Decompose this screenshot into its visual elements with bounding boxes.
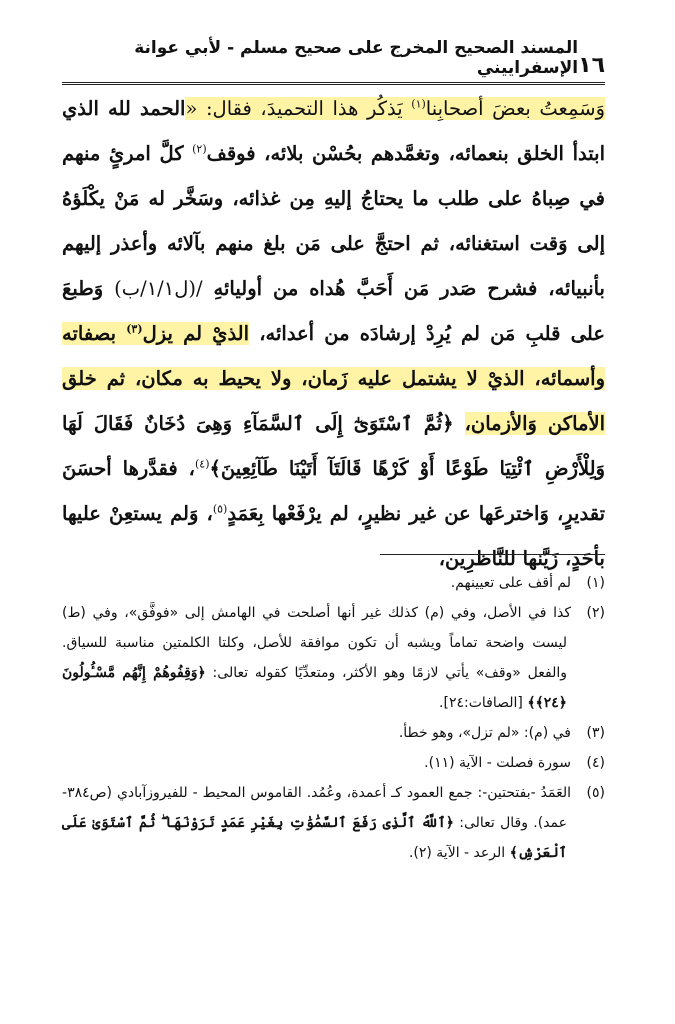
footnote-ref[interactable]: (١) xyxy=(411,97,426,111)
footnote-number: (٢) xyxy=(586,605,605,621)
running-title: المسند الصحيح المخرج على صحيح مسلم - لأبي عوانة الإسفراييني xyxy=(134,38,579,78)
footnote-text: في (م): «لم تزل»، وهو خطأ. xyxy=(398,725,571,741)
main-text xyxy=(62,86,605,581)
footnote-number: (٣) xyxy=(586,725,605,741)
manuscript-marker: /(ل١/١/ب) xyxy=(114,277,203,300)
text-segment: يَذكُر هذا التحميدَ، فقال: « xyxy=(185,97,412,120)
text-segment: الذيْ لم يزل xyxy=(142,322,250,345)
page-number: ١٦ xyxy=(578,53,605,78)
text-segment: كلَّ امرئٍ منهم في صِباهُ على طلب ما يحتاجُ إليهِ مِن غذائه، وسَخَّر له مَنْ يكْلَؤهُ إلى وَقت استغنائه، ثم احتجَّ على مَن بلغ منهم بآلائه وأعذر إليهم بأنبيائه، فشرح صَدر مَن أَحَبَّ هُداه من أوليائهِ xyxy=(62,142,605,300)
page-header xyxy=(62,38,605,85)
footnote xyxy=(62,718,605,748)
text-segment: الحمد لله الذي ابتدأ الخلق بنعمائه، وتغمَّدهم بحُسْن بلائه، فوقف xyxy=(62,97,605,165)
footnote-separator xyxy=(380,554,605,555)
footnote-ref[interactable]: (٥) xyxy=(212,502,228,516)
footnote xyxy=(62,568,605,598)
highlight-1 xyxy=(185,97,605,120)
footnote-number: (١) xyxy=(586,575,605,591)
text-segment: ، وَلم يستعِنْ عليها بأحَدٍ، زَيَّنها للنَّاظرِين، xyxy=(62,502,605,570)
footnote-number: (٥) xyxy=(586,785,605,801)
footnote-text: كذا في الأصل، وفي (م) كذلك غير أنها أصلحت في الهامش إلى «فوفَّق»، وفي (ط) ليست واضحة تماماً ويشبه أن تكون موافقة للأصل، وكلتا الكلمتين مناسبة للسياق. والفعل «وقف» يأتي لازمًا وهو الأكثر، ومتعدِّيًا كقوله تعالى: xyxy=(62,605,571,681)
footnote-text: الرعد - الآية (٢). xyxy=(408,845,510,861)
footnote-quote: ﴿وَقِفُوهُمْ إِنَّهُم مَّسْـُٔولُونَ ﴿٢٤﴾﴾ xyxy=(62,665,567,711)
footnotes xyxy=(62,568,605,868)
footnote-text: [الصافات:٢٤]. xyxy=(439,695,528,711)
footnote-ref[interactable]: (٣) xyxy=(126,322,143,336)
footnote-text: العَمَدُ -بفتحتين-: جمع العمود كـ أعمدة، وعُمُد. القاموس المحيط - للفيروزآبادي (ص٣٨٤- عمد). وقال تعالى: xyxy=(62,785,571,831)
quran-verse: ﴿ثُمَّ ٱسْتَوَىٰٓ إِلَى ٱلسَّمَآءِ وَهِىَ دُخَانٌ فَقَالَ لَهَا وَلِلْأَرْضِ ٱئْتِيَا طَوْعًا أَوْ كَرْهًا قَالَتَآ أَتَيْنَا طَآئِعِينَ﴾ xyxy=(62,412,605,480)
footnote xyxy=(62,778,605,868)
footnote-number: (٤) xyxy=(586,755,605,771)
text-segment: وَطبعَ على قلبِ مَن لم يُرِدْ إرشادَه من أعدائه، xyxy=(62,277,605,345)
footnote-text: لم أقف على تعيينهم. xyxy=(450,575,571,591)
text-segment: بصفاته وأسمائه، الذيْ لا يشتمل عليه زَمان، ولا يحيط به مكان، ثم خلق الأماكن وَالأزمان، xyxy=(62,322,605,435)
footnote xyxy=(62,748,605,778)
footnote-text: سورة فصلت - الآية (١١). xyxy=(424,755,571,771)
text-segment: وَسَمِعتُ بعضَ أصحابِنا xyxy=(425,97,605,120)
footnote-ref[interactable]: (٢) xyxy=(192,142,207,156)
footnote-ref[interactable]: (٤) xyxy=(194,457,210,471)
footnote xyxy=(62,598,605,718)
footnote-quote: ﴿ٱللَّهُ ٱلَّذِى رَفَعَ ٱلسَّمَٰوَٰتِ بِغَيْرِ عَمَدٍ تَرَوْنَهَا ۖ ثُمَّ ٱسْتَوَىٰ عَلَى ٱلْعَرْشِ﴾ xyxy=(62,815,567,861)
text-segment: ، فقدَّرها أحسَنَ تقديرٍ، وَاخترعَها عن غير نظيرٍ، لم يرْفَعْها بِعَمَدٍ xyxy=(62,457,606,525)
